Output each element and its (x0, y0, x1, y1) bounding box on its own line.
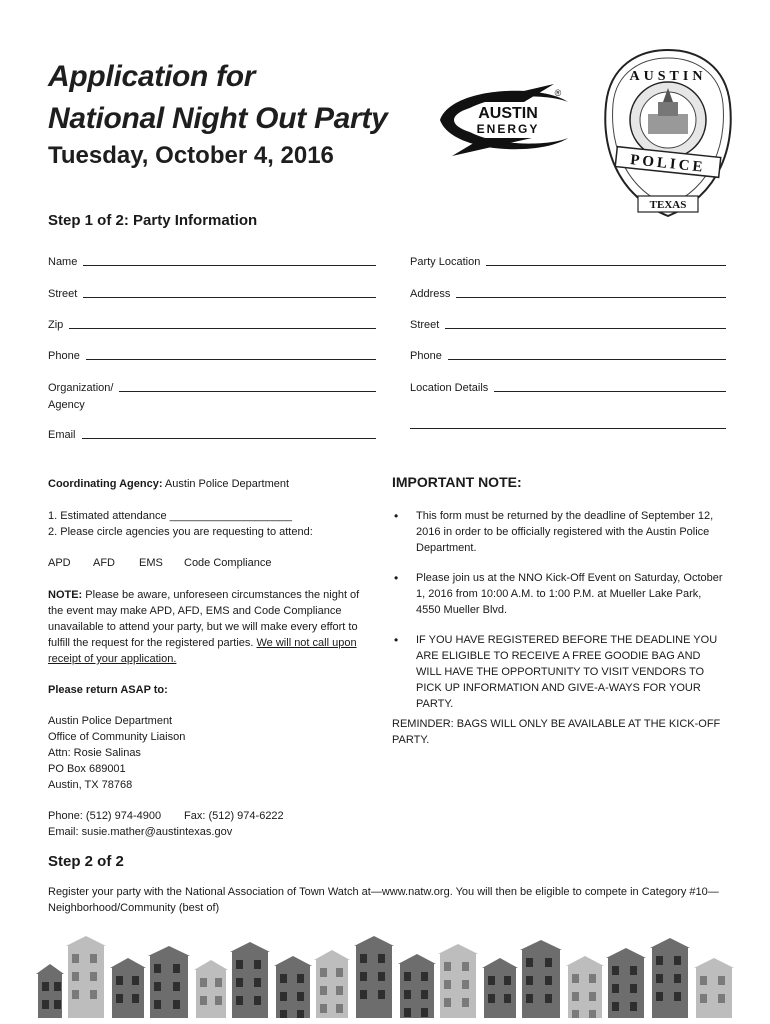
houses-illustration (36, 930, 736, 1018)
address-label: Address (410, 288, 451, 300)
step2-heading: Step 2 of 2 (48, 853, 124, 870)
house-icon (566, 956, 604, 1018)
agency-apd[interactable]: APD (48, 557, 71, 569)
address-line: PO Box 689001 (48, 763, 126, 775)
austin-energy-line1: AUSTIN (478, 105, 538, 122)
location-details-field[interactable] (410, 382, 726, 394)
phone-label: Phone (48, 350, 80, 362)
house-icon (314, 950, 350, 1018)
street-field[interactable] (48, 288, 376, 300)
coordinating-agency-label: Coordinating Agency: (48, 478, 163, 490)
contact-email: Email: susie.mather@austintexas.gov (48, 826, 233, 838)
address-line: Austin Police Department (48, 715, 173, 727)
phone-line[interactable] (86, 359, 376, 360)
house-icon (110, 958, 146, 1018)
house-icon (482, 958, 518, 1018)
organization-label: Organization/ (48, 382, 114, 394)
title-line-1: Application for (48, 60, 256, 93)
party-location-field[interactable] (410, 256, 726, 268)
email-line[interactable] (82, 438, 376, 439)
badge-bottom-text: TEXAS (649, 199, 687, 211)
austin-energy-logo (432, 80, 576, 160)
house-icon (36, 964, 64, 1018)
email-label: Email (48, 429, 76, 441)
address-line: Attn: Rosie Salinas (48, 747, 141, 759)
party-phone-line[interactable] (448, 359, 726, 360)
house-icon (694, 958, 734, 1018)
important-bullet: • IF YOU HAVE REGISTERED BEFORE THE DEADLINE YOU ARE ELIGIBLE TO RECEIVE A FREE GOODIE BAG AND WILL HAVE THE OPPORTUNITY TO VISIT VENDORS TO PICK UP INFORMATION AND GIVE-A-WAYS FOR YOUR PARTY. (392, 632, 724, 712)
party-location-label: Party Location (410, 256, 481, 268)
agency-code-compliance[interactable]: Code Compliance (184, 557, 272, 569)
zip-line[interactable] (69, 328, 376, 329)
street-label: Street (48, 288, 78, 300)
return-heading: Please return ASAP to: (48, 684, 168, 696)
zip-label: Zip (48, 319, 64, 331)
important-bullet: • Please join us at the NNO Kick-Off Event on Saturday, October 1, 2016 from 10:00 A.M. to 1:00 P.M. at Mueller Lake Park, 4550 Mueller Blvd. (392, 570, 724, 618)
house-icon (148, 946, 190, 1018)
badge-top-text: AUSTIN (629, 69, 707, 84)
coordinating-agency (48, 476, 378, 492)
house-icon (274, 956, 312, 1018)
house-icon (438, 944, 478, 1018)
important-bullet: • This form must be returned by the deadline of September 12, 2016 in order to be officially registered with the Austin Police Department. (392, 508, 724, 556)
contact-phone: Phone: (512) 974-4900 (48, 810, 162, 822)
important-heading: IMPORTANT NOTE: (392, 474, 522, 490)
name-line[interactable] (83, 265, 376, 266)
austin-energy-line2: ENERGY (476, 122, 540, 136)
party-street-label: Street (410, 319, 440, 331)
agency-afd[interactable]: AFD (93, 557, 115, 569)
estimated-attendance: 1. Estimated attendance ____________________ (48, 510, 293, 522)
house-icon (230, 942, 270, 1018)
note-paragraph (48, 587, 370, 667)
location-details-line[interactable] (494, 391, 726, 392)
house-icon (194, 960, 228, 1018)
event-date: Tuesday, October 4, 2016 (48, 142, 334, 169)
house-icon (650, 938, 690, 1018)
note-underlined: We will not call upon receipt of your application. (48, 637, 357, 665)
page-title (48, 56, 388, 140)
party-phone-label: Phone (410, 350, 442, 362)
austin-police-badge (598, 44, 738, 224)
house-icon (354, 936, 394, 1018)
party-phone-field[interactable] (410, 350, 726, 362)
registered-mark: ® (554, 88, 562, 98)
address-line: Austin, TX 78768 (48, 779, 133, 791)
zip-field[interactable] (48, 319, 376, 331)
note-label: NOTE: (48, 589, 83, 601)
address-field[interactable] (410, 288, 726, 300)
party-street-field[interactable] (410, 319, 726, 331)
email-field[interactable] (48, 429, 376, 441)
party-location-line[interactable] (486, 265, 726, 266)
step1-heading: Step 1 of 2: Party Information (48, 212, 258, 229)
house-icon (66, 936, 106, 1018)
party-street-line[interactable] (445, 328, 726, 329)
badge-middle-text: POLICE (629, 152, 707, 176)
house-icon (398, 954, 436, 1018)
address-line[interactable] (456, 297, 726, 298)
return-address (48, 713, 185, 793)
location-details-line-2[interactable] (410, 428, 726, 429)
important-list (392, 508, 724, 726)
coordinating-agency-value: Austin Police Department (162, 478, 290, 490)
name-field[interactable] (48, 256, 376, 268)
phone-field[interactable] (48, 350, 376, 362)
organization-field[interactable] (48, 382, 376, 394)
contact-fax: Fax: (512) 974-6222 (184, 810, 284, 822)
agency-ems[interactable]: EMS (139, 557, 163, 569)
agencies-request: 2. Please circle agencies you are requesting to attend: (48, 526, 313, 538)
house-icon (606, 948, 646, 1018)
street-line[interactable] (83, 297, 376, 298)
address-line: Office of Community Liaison (48, 731, 186, 743)
note-text: Please be aware, unforeseen circumstances the night of the event may make APD, AFD, EMS and Code Compliance unavailable to attend your party, but we will make every effort to fulfill the request for the registered parties. (48, 589, 360, 649)
location-details-label: Location Details (410, 382, 489, 394)
name-label: Name (48, 256, 78, 268)
title-line-2: National Night Out Party (48, 102, 388, 135)
house-icon (520, 940, 562, 1018)
agency-label: Agency (48, 399, 85, 411)
step2-text: Register your party with the National Association of Town Watch at—www.natw.org. You will then be eligible to compete in Category #10—Neighborhood/Community (best of) (48, 886, 719, 914)
organization-line[interactable] (119, 391, 376, 392)
reminder: REMINDER: BAGS WILL ONLY BE AVAILABLE AT THE KICK-OFF PARTY. (392, 718, 721, 746)
